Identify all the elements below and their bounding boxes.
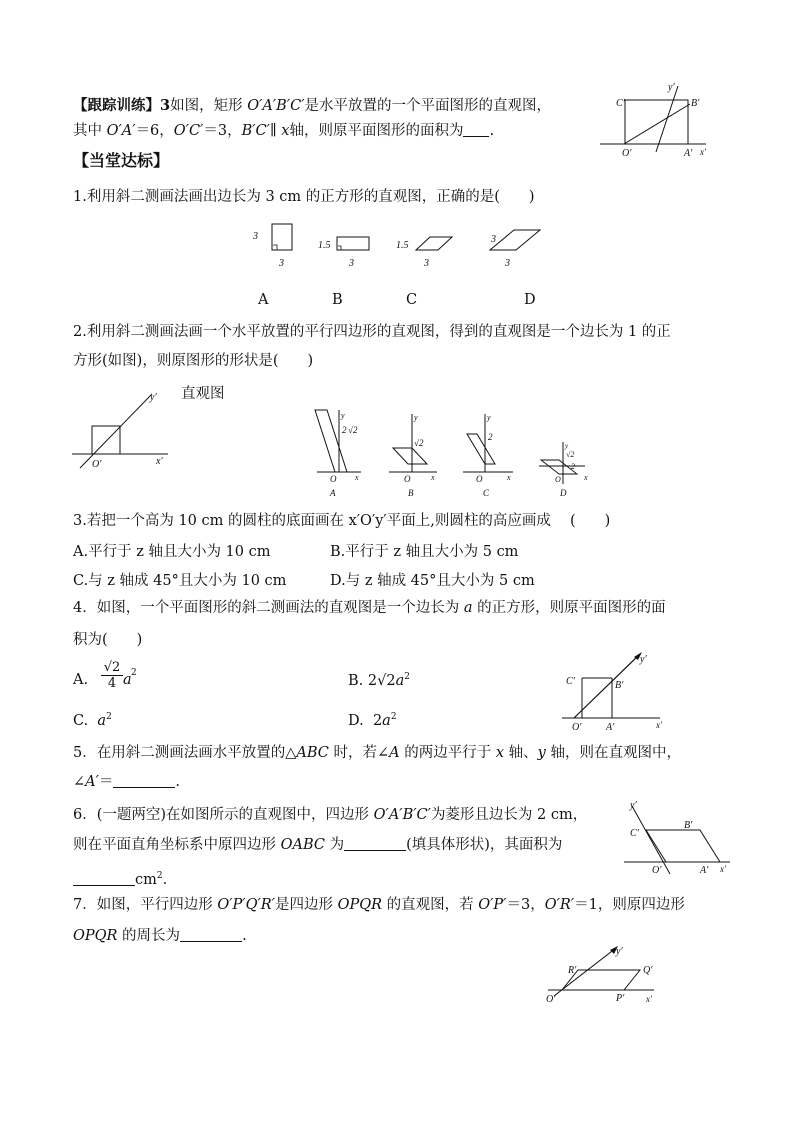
q1-option-B[interactable]: B xyxy=(332,292,343,308)
q2-a-v2: √2 xyxy=(348,425,358,435)
q5-line-1: 5．在用斜二测画法画水平放置的△ABC 时，若∠A 的两边平行于 x 轴、y 轴，则在直观图中， xyxy=(73,745,681,761)
q6-line-2: 则在平面直角坐标系中原四边形 OABC 为 (填具体形状)，其面积为 xyxy=(73,837,563,853)
q1-option-D[interactable]: D xyxy=(524,292,536,308)
q4-line-2: 积为( ) xyxy=(73,632,143,648)
fig-label-O: O′ xyxy=(622,148,632,159)
answer-blank[interactable] xyxy=(113,773,175,788)
q2-b-y: y xyxy=(414,413,418,422)
q2-options-figures xyxy=(305,406,595,498)
q5-line-2: ∠A′＝ . xyxy=(73,774,181,790)
answer-blank[interactable] xyxy=(180,927,242,942)
fig-label-y: y′ xyxy=(668,82,675,93)
q4-figure xyxy=(560,650,675,735)
q4-option-C[interactable]: C. $a^2$ xyxy=(73,712,112,729)
q1-d-bottom: 3 xyxy=(505,258,510,269)
q7-fig-O: O′ xyxy=(546,994,556,1005)
q4-fig-O: O′ xyxy=(572,722,582,733)
q2-b-O: O xyxy=(404,474,411,484)
q2-a-letter: A xyxy=(330,488,336,498)
track-prefix: 【跟踪训练】3 xyxy=(73,97,171,114)
q6-fig-B: B′ xyxy=(684,820,693,831)
q2-b-letter: B xyxy=(408,488,414,498)
q6-fig-C: C′ xyxy=(630,828,639,839)
q2-d-O: O xyxy=(555,475,561,484)
q2-d-v1: √2 xyxy=(566,450,575,459)
q6-fig-y: y′ xyxy=(630,800,637,811)
fig-label-C: C′ xyxy=(616,98,625,109)
q7-line-2: OPQR 的周长为 . xyxy=(73,928,247,944)
q2-c-y: y xyxy=(487,413,491,422)
track-line-2: 其中 O′A′＝6，O′C′＝3，B′C′∥ x轴，则原平面图形的面积为 . xyxy=(73,123,495,139)
section-title: 【当堂达标】 xyxy=(73,151,170,170)
q2-c-O: O xyxy=(476,474,483,484)
q2-a-y: y xyxy=(341,411,345,420)
q7-fig-y: y′ xyxy=(616,946,623,957)
q7-fig-Q: Q′ xyxy=(643,965,653,976)
fig-label-x: x′ xyxy=(700,147,706,157)
q6-line-3: $cm^2$. xyxy=(73,866,167,890)
q1-option-C[interactable]: C xyxy=(406,292,418,308)
q1-c-side: 1.5 xyxy=(396,240,409,251)
q2-line-1: 2.利用斜二测画法画一个水平放置的平行四边形的直观图，得到的直观图是一个边长为 1 的正 xyxy=(73,324,671,340)
q1-d-side: 3 xyxy=(491,234,496,245)
track-line-1: 【跟踪训练】3如图，矩形 O′A′B′C′是水平放置的一个平面图形的直观图， xyxy=(73,97,551,114)
q3-option-A[interactable]: A.平行于 z 轴且大小为 10 cm xyxy=(73,544,271,560)
q2-c-x: x xyxy=(507,473,511,482)
q7-line-1: 7．如图，平行四边形 O′P′Q′R′是四边形 OPQR 的直观图，若 O′P′＝3，O′R′＝1，则原四边形 xyxy=(73,897,685,913)
q3-option-B[interactable]: B.平行于 z 轴且大小为 5 cm xyxy=(330,544,519,560)
q2-fig-O: O′ xyxy=(92,459,102,470)
q4-option-B[interactable]: B. $2√2a^2$ xyxy=(348,672,410,689)
q4-fig-x: x′ xyxy=(656,720,662,730)
q1-c-bottom: 3 xyxy=(424,258,429,269)
q6-fig-x: x′ xyxy=(720,864,726,874)
q7-fig-x: x′ xyxy=(646,994,652,1004)
q2-fig-y: y′ xyxy=(150,392,157,403)
q3-option-C[interactable]: C.与 z 轴成 45°且大小为 10 cm xyxy=(73,573,287,589)
answer-blank[interactable] xyxy=(463,122,489,137)
q1-a-bottom: 3 xyxy=(279,258,284,269)
q2-d-letter: D xyxy=(560,488,567,498)
q2-b-x: x xyxy=(431,473,435,482)
q1-stem: 1.利用斜二测画法画出边长为 3 cm 的正方形的直观图，正确的是( ) xyxy=(73,189,535,205)
q1-b-side: 1.5 xyxy=(318,240,331,251)
q7-fig-P: P′ xyxy=(616,993,625,1004)
q2-caption: 直观图 xyxy=(181,386,225,402)
q2-c-v1: 2 xyxy=(488,432,493,442)
q6-fig-A: A′ xyxy=(700,865,709,876)
fig-label-B: B′ xyxy=(691,98,700,109)
q3-option-D[interactable]: D.与 z 轴成 45°且大小为 5 cm xyxy=(330,573,535,589)
q1-option-A[interactable]: A xyxy=(258,292,269,308)
answer-blank[interactable] xyxy=(73,871,135,886)
q4-fig-C: C′ xyxy=(566,676,575,687)
q7-figure xyxy=(540,940,665,1008)
q3-stem: 3.若把一个高为 10 cm 的圆柱的底面画在 x′O′y′平面上,则圆柱的高应画成 ( ) xyxy=(73,513,611,529)
fig-label-A: A′ xyxy=(684,148,693,159)
q6-line-1: 6．(一题两空)在如图所示的直观图中，四边形 O′A′B′C′为菱形且边长为 2 cm， xyxy=(73,807,588,823)
q2-d-x: x xyxy=(584,473,588,482)
q2-line-2: 方形(如图)，则原图形的形状是( ) xyxy=(73,353,314,369)
q4-fig-y: y′ xyxy=(640,654,647,665)
q2-figure xyxy=(70,388,180,470)
q4-fig-A: A′ xyxy=(606,722,615,733)
q1-a-side: 3 xyxy=(253,231,258,242)
q2-d-v2: 2 xyxy=(571,462,575,471)
q6-figure xyxy=(622,798,737,878)
track-figure xyxy=(596,80,716,160)
q1-b-bottom: 3 xyxy=(349,258,354,269)
q2-c-letter: C xyxy=(483,488,490,498)
q4-line-1: 4．如图，一个平面图形的斜二测画法的直观图是一个边长为 a 的正方形，则原平面图形的面 xyxy=(73,600,666,616)
q6-fig-O: O′ xyxy=(652,865,662,876)
q2-a-O: O xyxy=(330,474,337,484)
q2-b-v1: √2 xyxy=(414,438,424,448)
q2-fig-x: x′ xyxy=(156,456,163,467)
answer-blank[interactable] xyxy=(344,836,406,851)
q4-fig-B: B′ xyxy=(615,680,624,691)
q4-option-D[interactable]: D. $2a^2$ xyxy=(348,712,397,729)
q2-d-y: y xyxy=(565,442,569,450)
q1-figures xyxy=(240,220,560,280)
q2-a-v1: 2 xyxy=(342,425,347,435)
q7-fig-R: R′ xyxy=(568,965,577,976)
q2-a-x: x xyxy=(355,473,359,482)
